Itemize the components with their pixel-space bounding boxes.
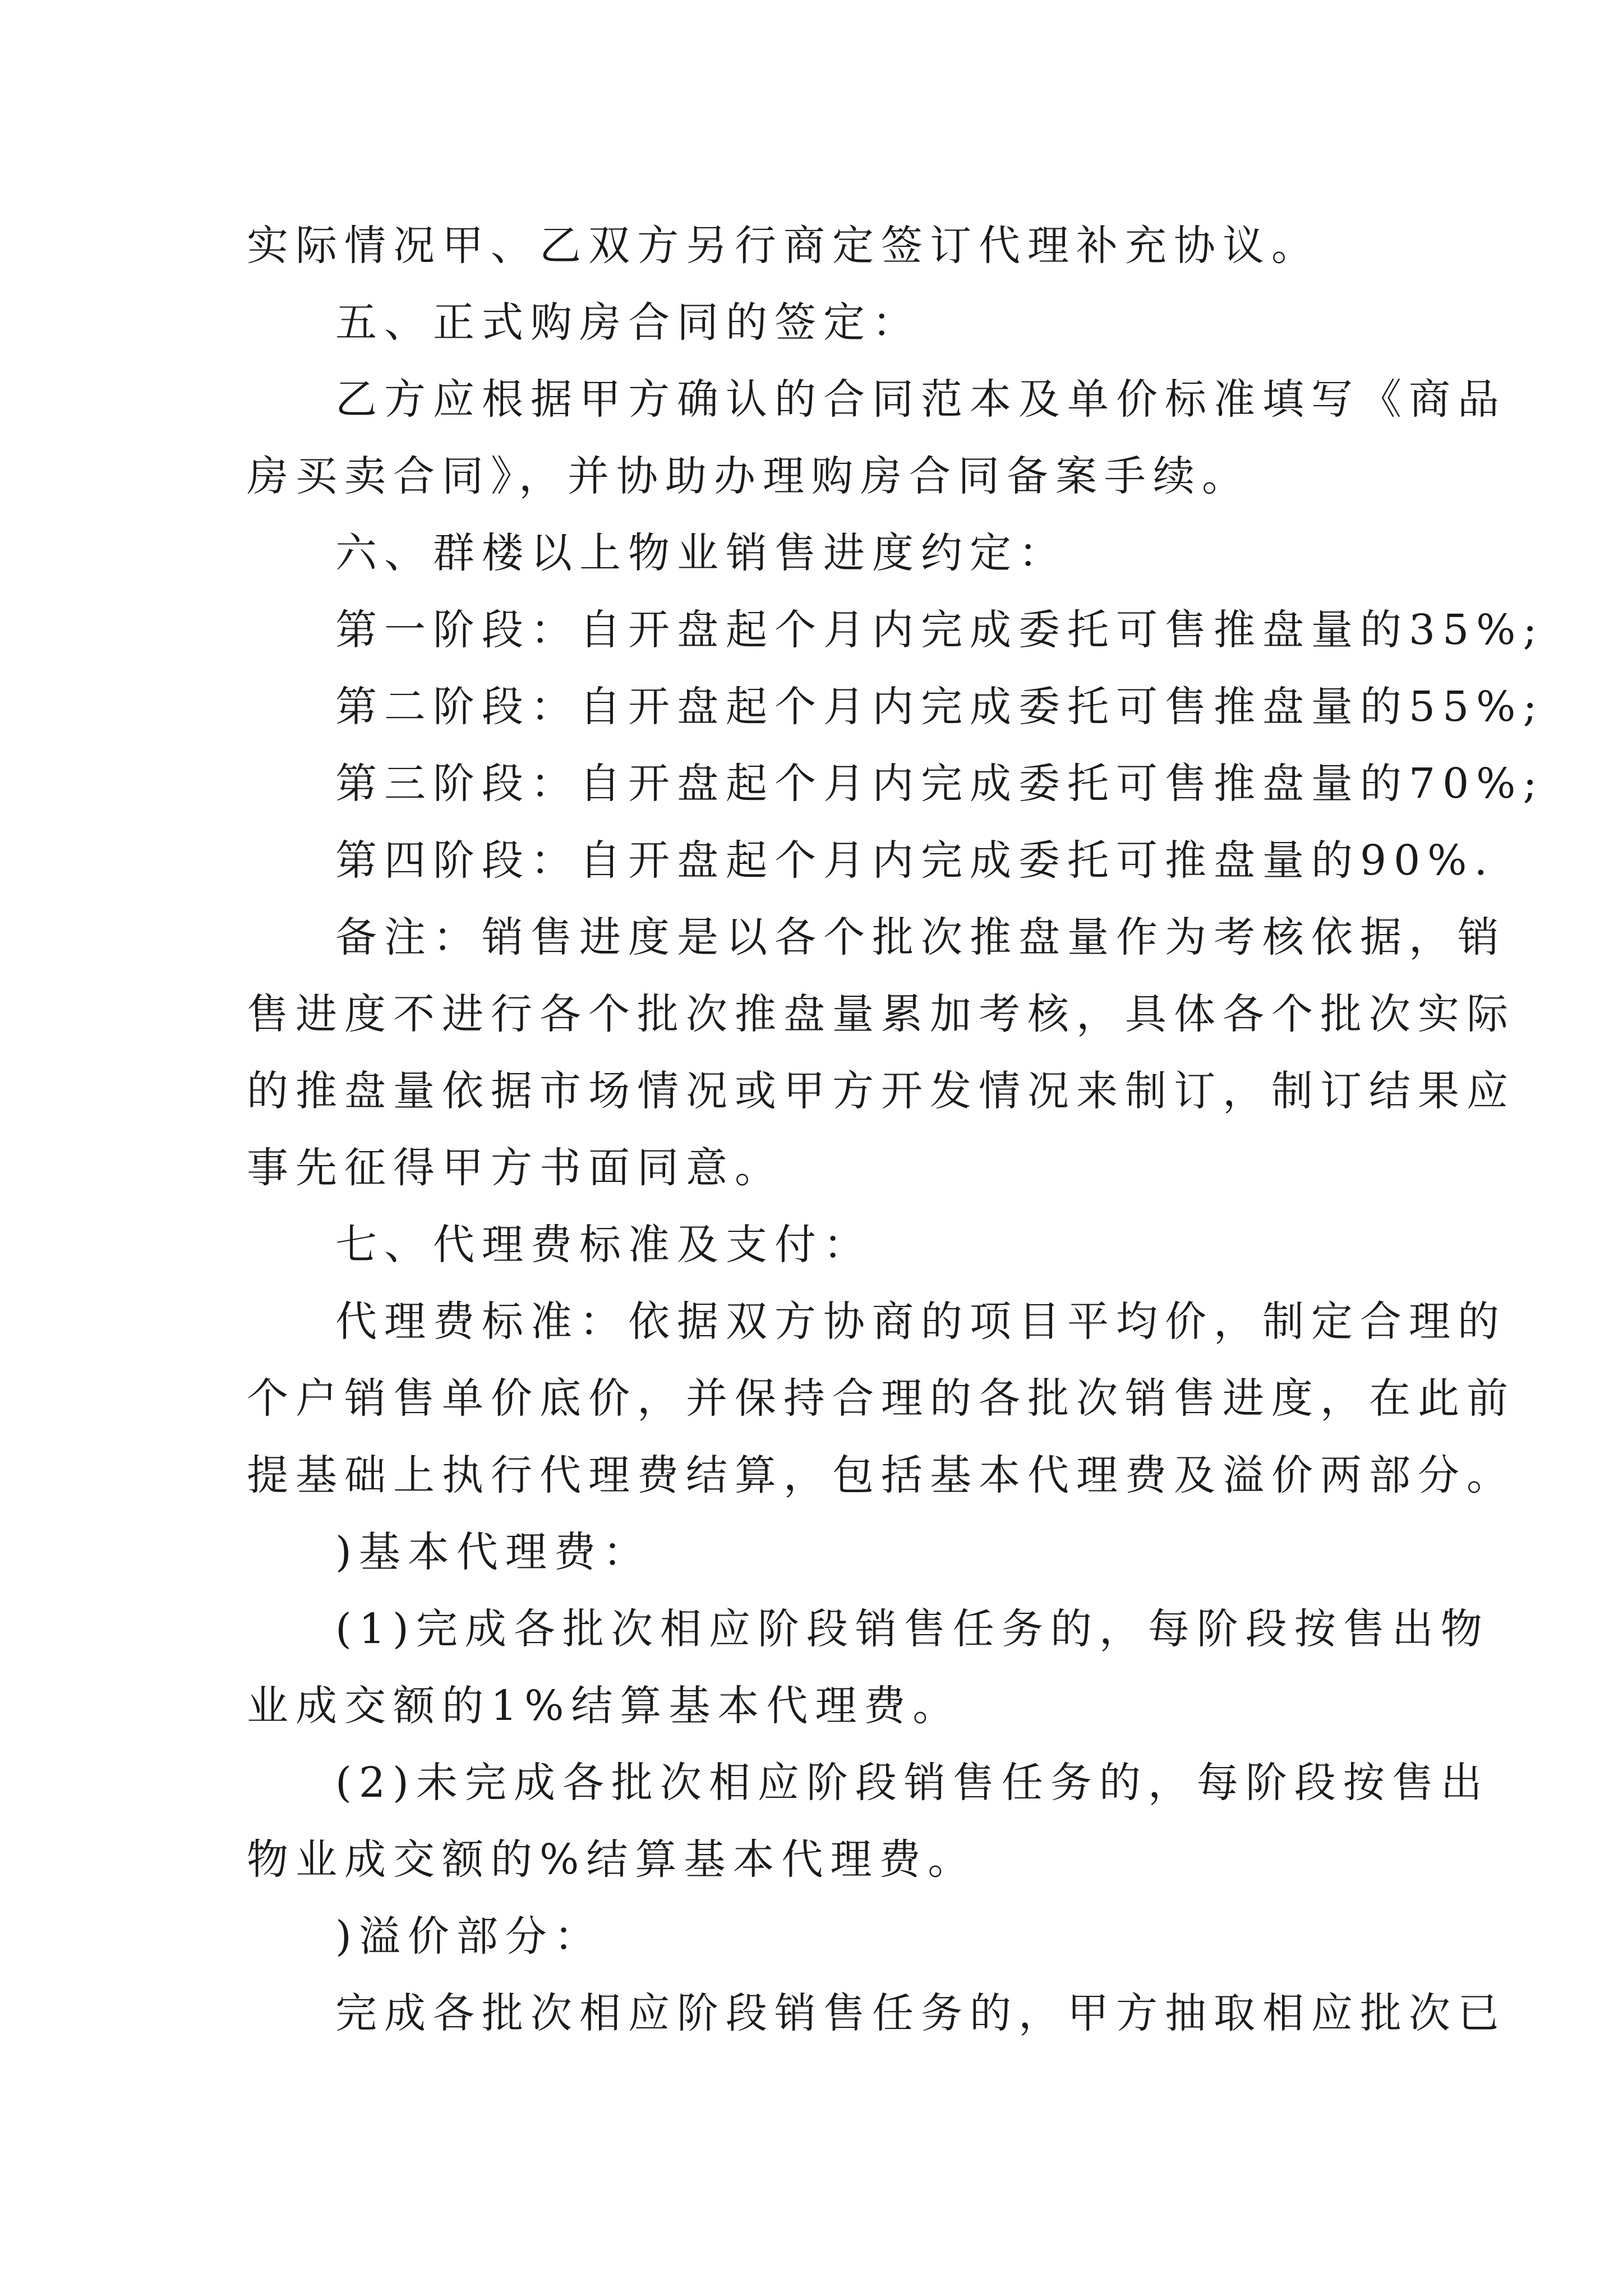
- remark-line: 备注：销售进度是以各个批次推盘量作为考核依据，销: [335, 913, 1506, 961]
- subheading-premium: )溢价部分：: [335, 1912, 603, 1961]
- stage-3-line: 第三阶段：自开盘起个月内完成委托可售推盘量的70%;: [335, 760, 1544, 808]
- text-line: 乙方应根据甲方确认的合同范本及单价标准填写《商品: [335, 375, 1506, 424]
- text-line: 业成交额的1%结算基本代理费。: [247, 1682, 962, 1730]
- stage-1-line: 第一阶段：自开盘起个月内完成委托可售推盘量的35%;: [335, 606, 1544, 654]
- text-line: 售进度不进行各个批次推盘量累加考核，具体各个批次实际: [247, 990, 1515, 1038]
- text-line: 房买卖合同》，并协助办理购房合同备案手续。: [247, 452, 1251, 500]
- stage-2-line: 第二阶段：自开盘起个月内完成委托可售推盘量的55%;: [335, 683, 1544, 731]
- text-line: 物业成交额的%结算基本代理费。: [247, 1835, 977, 1884]
- text-line: 提基础上执行代理费结算，包括基本代理费及溢价两部分。: [247, 1451, 1515, 1499]
- text-line: 完成各批次相应阶段销售任务的，甲方抽取相应批次已: [335, 1989, 1506, 2037]
- section-heading-5: 五、正式购房合同的签定：: [335, 298, 921, 347]
- document-body: [247, 208, 1544, 2052]
- text-line: 事先征得甲方书面同意。: [247, 1144, 783, 1192]
- text-line: 实际情况甲、乙双方另行商定签订代理补充协议。: [247, 222, 1320, 270]
- stage-4-line: 第四阶段：自开盘起个月内完成委托可推盘量的90%.: [335, 836, 1495, 885]
- item-1-line: (1)完成各批次相应阶段销售任务的，每阶段按售出物: [335, 1605, 1490, 1653]
- section-heading-7: 七、代理费标准及支付：: [335, 1221, 872, 1269]
- item-2-line: (2)未完成各批次相应阶段销售任务的，每阶段按售出: [335, 1759, 1490, 1807]
- subheading-basic-fee: )基本代理费：: [335, 1528, 652, 1576]
- text-line: 个户销售单价底价，并保持合理的各批次销售进度，在此前: [247, 1374, 1515, 1423]
- text-line: 代理费标准：依据双方协商的项目平均价，制定合理的: [335, 1297, 1506, 1346]
- text-line: 的推盘量依据市场情况或甲方开发情况来制订，制订结果应: [247, 1067, 1515, 1115]
- section-heading-6: 六、群楼以上物业销售进度约定：: [335, 529, 1067, 577]
